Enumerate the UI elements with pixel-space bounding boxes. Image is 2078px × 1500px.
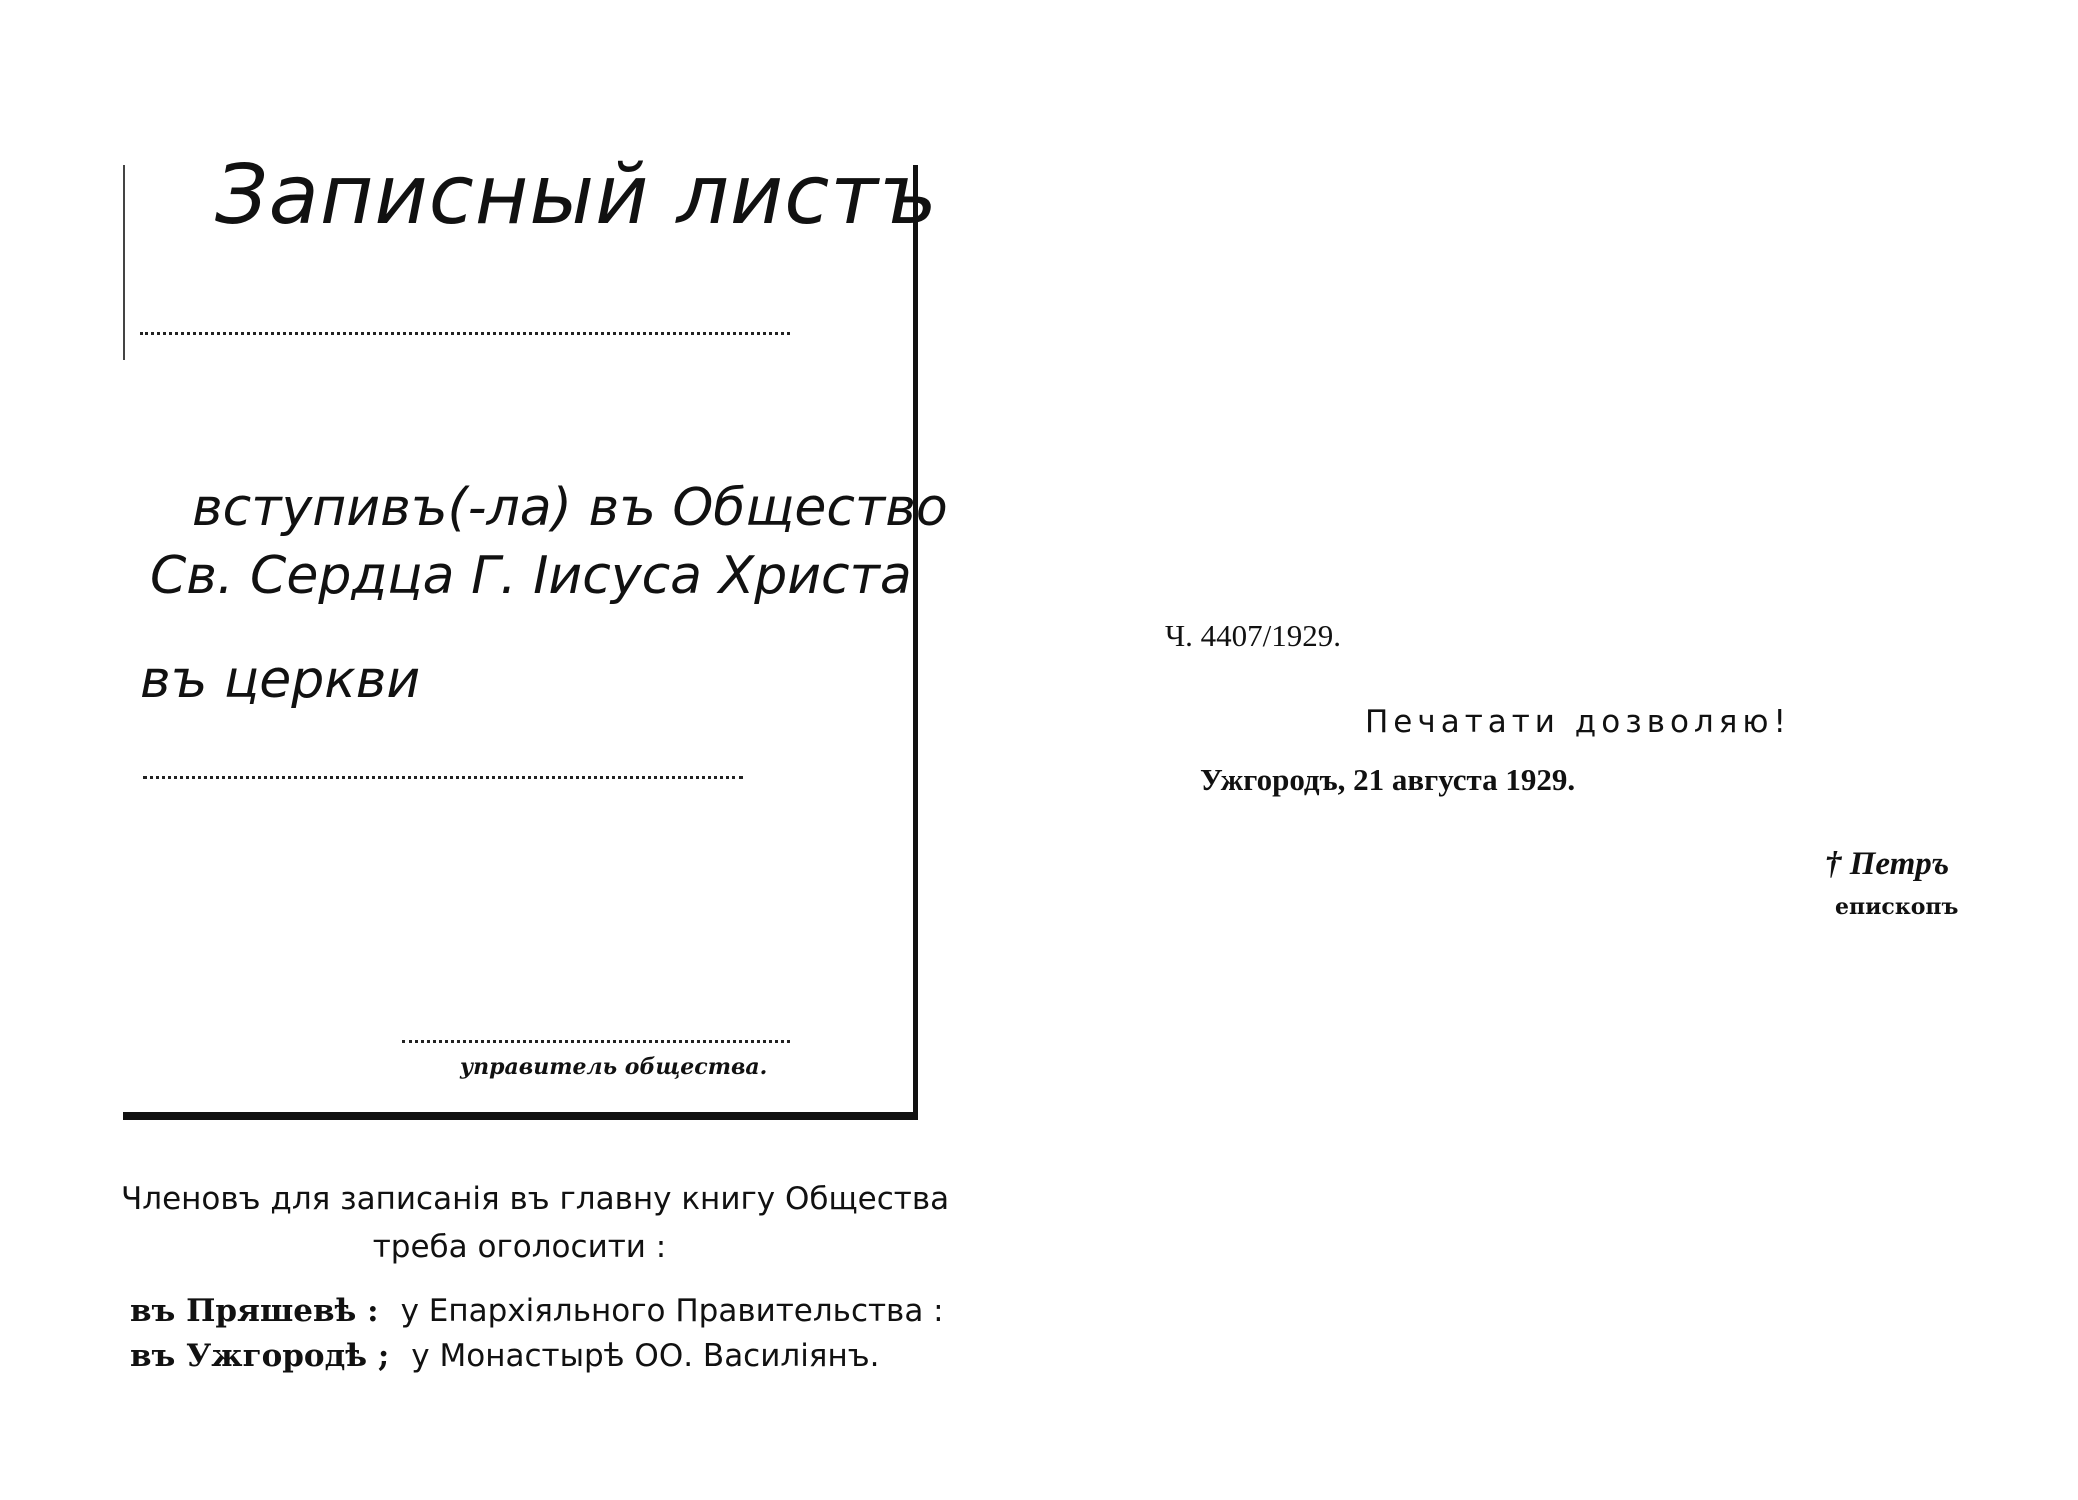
name-dotted-line bbox=[140, 332, 790, 335]
card-title: Записный листъ bbox=[215, 148, 939, 243]
address-text: у Епархіяльного Правительства : bbox=[400, 1293, 944, 1329]
note-line-1: Членовъ для записанія въ главну книгу Общества bbox=[121, 1181, 950, 1217]
place-date: Ужгородъ, 21 августа 1929. bbox=[1200, 762, 1576, 797]
signature-label: управитель общества. bbox=[460, 1054, 768, 1080]
joined-society-text: вступивъ(-ла) въ Общество bbox=[192, 478, 948, 538]
bishop-signature: † Петръ bbox=[1825, 846, 1950, 882]
imprimatur-text: Печатати дозволяю! bbox=[1365, 704, 1791, 740]
address-place: въ Пряшевѣ : bbox=[130, 1293, 379, 1329]
note-line-2: треба оголосити : bbox=[372, 1229, 667, 1265]
signature-dotted-line bbox=[402, 1040, 790, 1043]
address-place: въ Ужгородѣ ; bbox=[130, 1338, 390, 1374]
address-text: у Монастырѣ ОО. Василіянъ. bbox=[411, 1338, 880, 1374]
society-name-text: Св. Сердца Г. Іисуса Христа bbox=[150, 546, 912, 606]
address-presov bbox=[130, 1293, 944, 1329]
card-bottom-border bbox=[123, 1112, 918, 1120]
bishop-title: епископъ bbox=[1835, 894, 1959, 920]
church-dotted-line bbox=[143, 776, 743, 779]
address-uzhhorod bbox=[130, 1338, 879, 1374]
card-right-border bbox=[913, 165, 918, 1115]
in-church-text: въ церкви bbox=[140, 650, 421, 710]
card-left-border bbox=[123, 165, 125, 360]
reference-number: Ч. 4407/1929. bbox=[1165, 618, 1342, 653]
